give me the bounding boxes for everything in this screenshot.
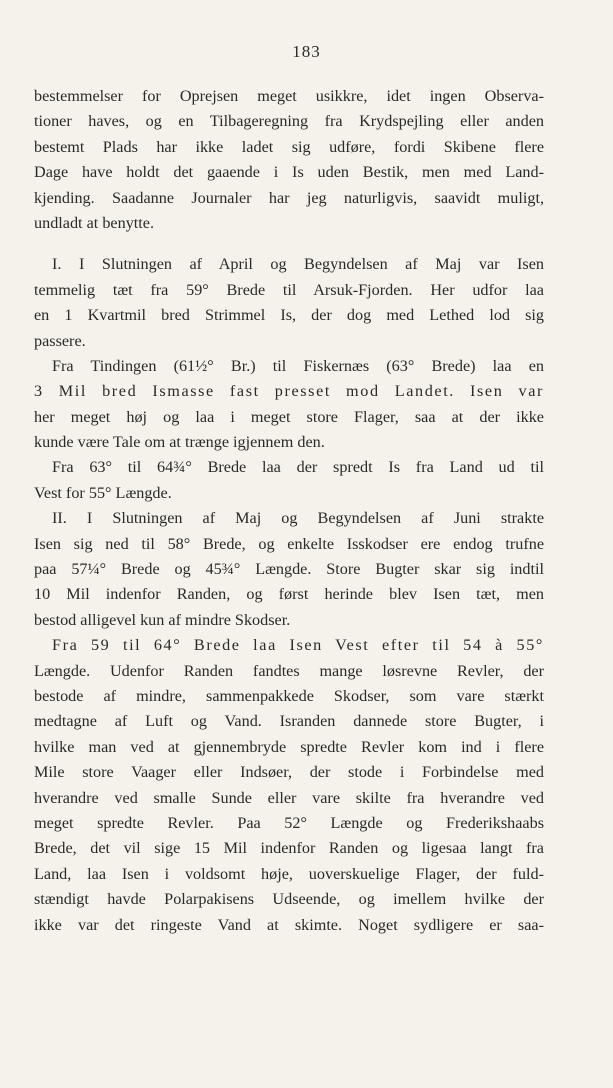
text-line: kunde være Tale om at trænge igjennem den. bbox=[34, 433, 325, 452]
text-line: her meget høj og laa i meget store Flager, saa at der ikke bbox=[34, 407, 544, 426]
text-line: bestode af mindre, sammenpakkede Skodser, som vare stærkt bbox=[34, 686, 544, 705]
text-line: Fra 59 til 64° Brede laa Isen Vest efter til 54 à 55° bbox=[52, 636, 544, 655]
body-text bbox=[34, 84, 544, 938]
text-line: Længde. Udenfor Randen fandtes mange løsrevne Revler, der bbox=[34, 661, 544, 680]
text-line: passere. bbox=[34, 331, 86, 350]
text-line: paa 57¼° Brede og 45¾° Længde. Store Bugter skar sig indtil bbox=[34, 560, 544, 579]
text-line: Brede, det vil sige 15 Mil indenfor Randen og ligesaa langt fra bbox=[34, 839, 544, 858]
text-line: 3 Mil bred Ismasse fast presset mod Landet. Isen var bbox=[34, 382, 544, 401]
section-gap bbox=[34, 236, 544, 252]
text-line: Vest for 55° Længde. bbox=[34, 483, 172, 502]
text-line: Fra Tindingen (61½° Br.) til Fiskernæs (63° Brede) laa en bbox=[52, 356, 544, 375]
text-line: hverandre ved smalle Sunde eller vare skilte fra hverandre ved bbox=[34, 788, 544, 807]
text-line: temmelig tæt fra 59° Brede til Arsuk-Fjorden. Her udfor laa bbox=[34, 280, 544, 299]
text-line: hvilke man ved at gjennembryde spredte Revler kom ind i flere bbox=[34, 737, 544, 756]
section-heading-line: II. I Slutningen af Maj og Begyndelsen af Juni strakte bbox=[52, 509, 544, 528]
text-line: 10 Mil indenfor Randen, og først herinde blev Isen tæt, men bbox=[34, 585, 544, 604]
text-line: bestod alligevel kun af mindre Skodser. bbox=[34, 610, 291, 629]
text-line: meget spredte Revler. Paa 52° Længde og Frederikshaabs bbox=[34, 813, 544, 832]
text-line: ikke var det ringeste Vand at skimte. Noget sydligere er saa- bbox=[34, 915, 544, 934]
text-line: Dage have holdt det gaaende i Is uden Bestik, men med Land- bbox=[34, 163, 544, 182]
text-line: undladt at benytte. bbox=[34, 213, 155, 232]
text-line: stændigt havde Polarpakisens Udseende, og imellem hvilke der bbox=[34, 890, 544, 909]
text-line: medtagne af Luft og Vand. Isranden dannede store Bugter, i bbox=[34, 712, 544, 731]
text-line: tioner haves, og en Tilbageregning fra Krydspejling eller anden bbox=[34, 112, 544, 131]
page-number: 183 bbox=[292, 42, 321, 61]
text-line: en 1 Kvartmil bred Strimmel Is, der dog med Lethed lod sig bbox=[34, 306, 544, 325]
text-line: kjending. Saadanne Journaler har jeg naturligvis, saavidt muligt, bbox=[34, 188, 544, 207]
text-line: Isen sig ned til 58° Brede, og enkelte Isskodser ere endog trufne bbox=[34, 534, 544, 553]
text-line: Land, laa Isen i voldsomt høje, uoverskuelige Flager, der fuld- bbox=[34, 864, 544, 883]
text-line: bestemt Plads har ikke ladet sig udføre, fordi Skibene flere bbox=[34, 137, 544, 156]
section-heading-line: I. I Slutningen af April og Begyndelsen af Maj var Isen bbox=[52, 255, 544, 274]
text-line: Mile store Vaager eller Indsøer, der stode i Forbindelse med bbox=[34, 763, 544, 782]
text-line: bestemmelser for Oprejsen meget usikkre, idet ingen Observa- bbox=[34, 87, 544, 105]
text-line: Fra 63° til 64¾° Brede laa der spredt Is fra Land ud til bbox=[52, 458, 544, 477]
